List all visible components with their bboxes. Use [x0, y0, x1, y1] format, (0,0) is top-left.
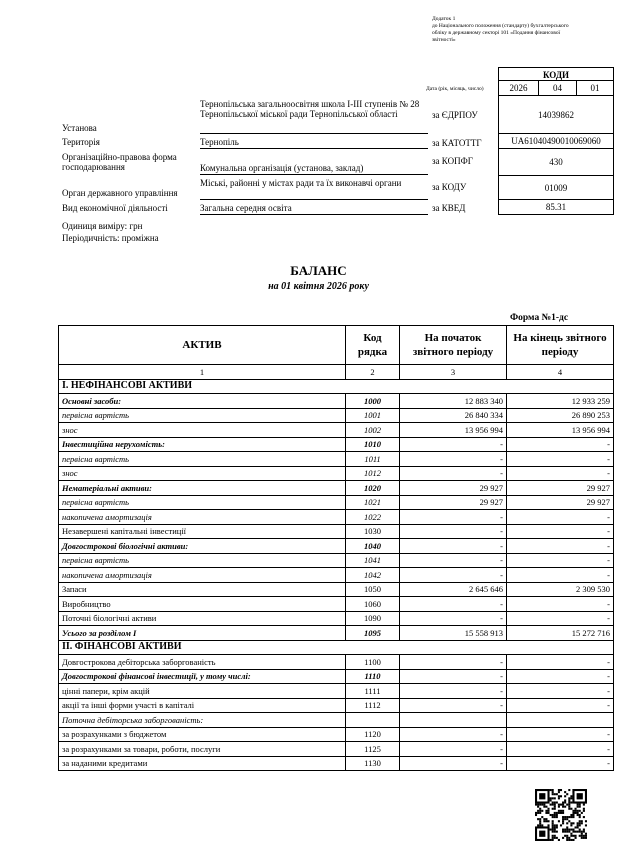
row-code: 1042 [346, 568, 400, 583]
page-subtitle: на 01 квітня 2026 року [268, 281, 369, 292]
row-start-value: - [400, 510, 507, 525]
col-header-asset: АКТИВ [59, 326, 346, 365]
row-code: 1112 [346, 698, 400, 713]
divider [200, 199, 428, 200]
table-row [59, 481, 614, 496]
row-name: Незавершені капітальні інвестиції [59, 524, 346, 539]
row-name: знос [59, 466, 346, 481]
row-code: 1060 [346, 597, 400, 612]
row-name: за розрахунками за товари, роботи, послуги [59, 742, 346, 757]
row-end-value: 29 927 [507, 481, 614, 496]
annex-line: Додаток 1 [432, 16, 456, 22]
table-row [59, 423, 614, 438]
annex-line: звітності» [432, 37, 456, 43]
table-row [59, 597, 614, 612]
row-name: знос [59, 423, 346, 438]
col-number: 3 [400, 365, 507, 380]
row-name: цінні папери, крім акцій [59, 684, 346, 699]
row-start-value: 29 927 [400, 481, 507, 496]
gov-body-value: Міські, районні у містах ради та їх виконавчі органи [200, 178, 402, 188]
row-end-value: - [507, 684, 614, 699]
qr-code-icon [535, 789, 587, 841]
row-start-value: - [400, 553, 507, 568]
legal-form-value: Комунальна організація (установа, заклад) [200, 163, 364, 173]
table-row [59, 437, 614, 452]
kopfg-label: за КОПФГ [432, 156, 473, 166]
table-row [59, 524, 614, 539]
row-start-value: - [400, 669, 507, 684]
row-start-value: - [400, 655, 507, 670]
edrpou-label: за ЄДРПОУ [432, 110, 478, 120]
institution-label: Установа [62, 123, 97, 133]
table-row [59, 408, 614, 423]
table-row [59, 539, 614, 554]
table-row [59, 727, 614, 742]
table-row [59, 466, 614, 481]
annex-note [432, 16, 632, 44]
row-code: 1002 [346, 423, 400, 438]
divider [200, 174, 428, 175]
row-start-value: - [400, 568, 507, 583]
row-start-value: - [400, 698, 507, 713]
divider [200, 133, 428, 134]
periodicity-label: Періодичність: проміжна [62, 233, 159, 243]
row-code: 1125 [346, 742, 400, 757]
row-end-value: - [507, 742, 614, 757]
row-code: 1090 [346, 611, 400, 626]
row-name: Нематеріальні активи: [59, 481, 346, 496]
row-start-value: 29 927 [400, 495, 507, 510]
row-code: 1011 [346, 452, 400, 467]
legal-form-label: Організаційно-правова форма господарювання [62, 152, 177, 172]
date-year: 2026 [498, 81, 539, 96]
kodu-value: 01009 [498, 176, 614, 200]
row-end-value: - [507, 611, 614, 626]
katottg-value: UA61040490010069060 [498, 134, 614, 149]
row-name: Запаси [59, 582, 346, 597]
row-name: Інвестиційна нерухомість: [59, 437, 346, 452]
row-start-value: - [400, 611, 507, 626]
gov-body-label: Орган державного управління [62, 188, 178, 198]
table-row [59, 394, 614, 409]
table-row [59, 611, 614, 626]
row-start-value: - [400, 742, 507, 757]
col-number: 4 [507, 365, 614, 380]
row-code: 1095 [346, 626, 400, 641]
row-start-value: 26 840 334 [400, 408, 507, 423]
annex-line: до Національного положення (стандарту) бухгалтерського [432, 23, 569, 29]
row-name: Основні засоби: [59, 394, 346, 409]
table-row [59, 756, 614, 771]
row-start-value: 12 883 340 [400, 394, 507, 409]
date-day: 01 [576, 81, 614, 96]
row-name: Довгострокові фінансові інвестиції, у тому числі: [59, 669, 346, 684]
row-code: 1050 [346, 582, 400, 597]
row-end-value: 26 890 253 [507, 408, 614, 423]
row-code: 1020 [346, 481, 400, 496]
row-code: 1120 [346, 727, 400, 742]
table-row [59, 713, 614, 728]
row-code [346, 713, 400, 728]
table-row [59, 626, 614, 641]
row-start-value: - [400, 727, 507, 742]
row-name: акції та інші форми участі в капіталі [59, 698, 346, 713]
table-row [59, 452, 614, 467]
divider [200, 214, 428, 215]
row-end-value: - [507, 539, 614, 554]
territory-value: Тернопіль [200, 137, 239, 147]
row-start-value: 2 645 646 [400, 582, 507, 597]
kved-label: за КВЕД [432, 203, 466, 213]
row-start-value: 15 558 913 [400, 626, 507, 641]
table-row [59, 553, 614, 568]
table-row [59, 495, 614, 510]
row-end-value: - [507, 669, 614, 684]
row-start-value [400, 713, 507, 728]
row-end-value [507, 713, 614, 728]
row-end-value: - [507, 568, 614, 583]
row-code: 1111 [346, 684, 400, 699]
table-row [59, 568, 614, 583]
row-end-value: - [507, 727, 614, 742]
row-end-value: 2 309 530 [507, 582, 614, 597]
codes-header: КОДИ [498, 67, 614, 81]
date-month: 04 [538, 81, 577, 96]
row-name: Поточні біологічні активи [59, 611, 346, 626]
katottg-label: за КАТОТТГ [432, 138, 482, 148]
table-row [59, 582, 614, 597]
table-row [59, 669, 614, 684]
row-start-value: - [400, 437, 507, 452]
kved-value: 85.31 [498, 200, 614, 215]
row-code: 1021 [346, 495, 400, 510]
row-name: за наданими кредитами [59, 756, 346, 771]
row-start-value: - [400, 466, 507, 481]
row-code: 1130 [346, 756, 400, 771]
row-start-value: - [400, 597, 507, 612]
row-start-value: - [400, 452, 507, 467]
row-code: 1100 [346, 655, 400, 670]
row-end-value: - [507, 698, 614, 713]
row-code: 1041 [346, 553, 400, 568]
table-row [59, 698, 614, 713]
row-name: первісна вартість [59, 553, 346, 568]
col-number: 1 [59, 365, 346, 380]
unit-label: Одиниця виміру: грн [62, 221, 143, 231]
table-row [59, 742, 614, 757]
col-header-end: На кінець звітного періоду [507, 326, 614, 365]
row-name: Виробництво [59, 597, 346, 612]
kodu-label: за КОДУ [432, 182, 467, 192]
row-end-value: 12 933 259 [507, 394, 614, 409]
row-code: 1001 [346, 408, 400, 423]
table-row [59, 684, 614, 699]
row-end-value: - [507, 553, 614, 568]
row-code: 1110 [346, 669, 400, 684]
section-title: І. НЕФІНАНСОВІ АКТИВИ [59, 379, 614, 394]
divider [200, 148, 428, 149]
row-name: Довгострокові біологічні активи: [59, 539, 346, 554]
balance-table [58, 325, 614, 771]
edrpou-value: 14039862 [498, 96, 614, 134]
col-number: 2 [346, 365, 400, 380]
row-end-value: 13 956 994 [507, 423, 614, 438]
territory-label: Територія [62, 137, 100, 147]
table-row [59, 655, 614, 670]
kopfg-value: 430 [498, 149, 614, 176]
date-label: Дата (рік, місяць, число) [426, 86, 484, 92]
annex-line: обліку в державному секторі 101 «Подання фінансової [432, 30, 561, 36]
row-code: 1012 [346, 466, 400, 481]
row-end-value: - [507, 655, 614, 670]
row-name: накопичена амортизація [59, 568, 346, 583]
row-end-value: - [507, 597, 614, 612]
row-start-value: - [400, 539, 507, 554]
row-start-value: - [400, 684, 507, 699]
section-title: ІІ. ФІНАНСОВІ АКТИВИ [59, 640, 614, 655]
row-name: Довгострокова дебіторська заборгованість [59, 655, 346, 670]
row-name: первісна вартість [59, 495, 346, 510]
institution-value: Тернопільська загальноосвітня школа І-ІІІ ступенів № 28 Тернопільської міської ради Тернопільської області [200, 99, 420, 119]
activity-value: Загальна середня освіта [200, 203, 292, 213]
row-code: 1010 [346, 437, 400, 452]
row-end-value: - [507, 437, 614, 452]
row-name: Усього за розділом І [59, 626, 346, 641]
col-header-code: Код рядка [346, 326, 400, 365]
activity-label: Вид економічної діяльності [62, 203, 168, 213]
row-start-value: - [400, 756, 507, 771]
row-name: первісна вартість [59, 452, 346, 467]
row-code: 1040 [346, 539, 400, 554]
row-start-value: - [400, 524, 507, 539]
page-title: БАЛАНС [290, 263, 347, 278]
row-code: 1022 [346, 510, 400, 525]
form-number: Форма №1-дс [510, 313, 569, 323]
row-name: за розрахунками з бюджетом [59, 727, 346, 742]
row-end-value: - [507, 524, 614, 539]
row-code: 1030 [346, 524, 400, 539]
table-row [59, 510, 614, 525]
row-code: 1000 [346, 394, 400, 409]
row-start-value: 13 956 994 [400, 423, 507, 438]
col-header-start: На початок звітного періоду [400, 326, 507, 365]
row-end-value: - [507, 452, 614, 467]
row-end-value: - [507, 466, 614, 481]
row-name: Поточна дебіторська заборгованість: [59, 713, 346, 728]
row-end-value: 15 272 716 [507, 626, 614, 641]
row-name: первісна вартість [59, 408, 346, 423]
row-name: накопичена амортизація [59, 510, 346, 525]
row-end-value: - [507, 756, 614, 771]
row-end-value: 29 927 [507, 495, 614, 510]
row-end-value: - [507, 510, 614, 525]
